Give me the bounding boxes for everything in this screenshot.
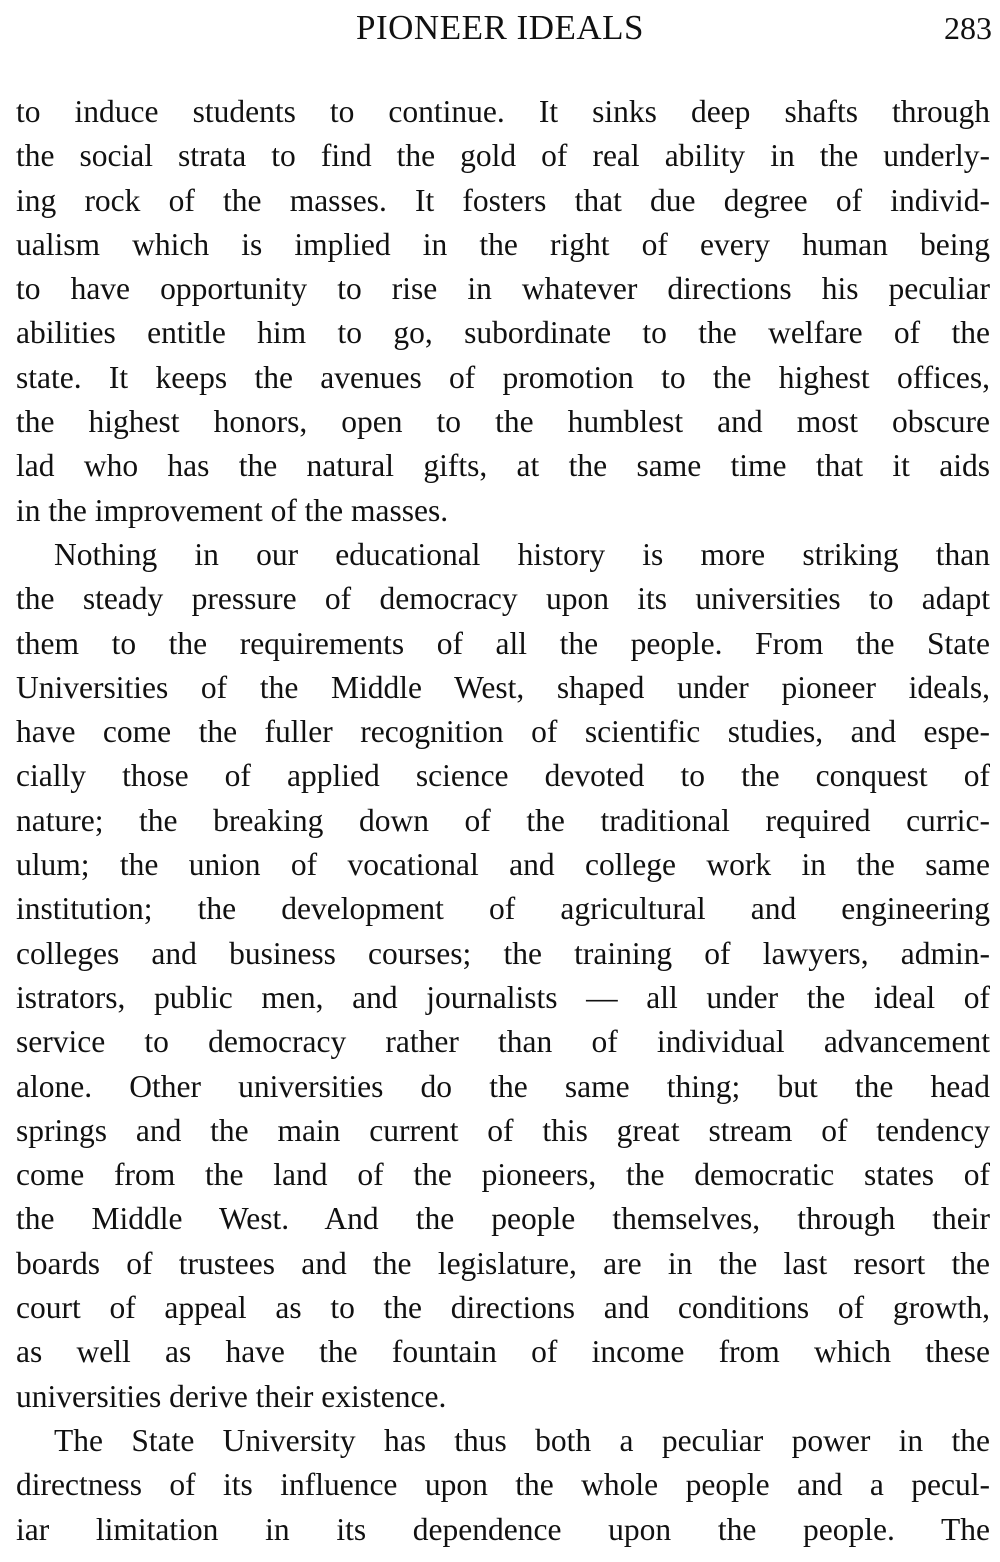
text-line: the steady pressure of democracy upon its universities to adapt	[16, 581, 990, 617]
body-text	[16, 90, 990, 1552]
text-line: the Middle West. And the people themselves, through their	[16, 1201, 990, 1237]
text-line: abilities entitle him to go, subordinate to the welfare of the	[16, 315, 990, 351]
text-line: them to the requirements of all the people. From the State	[16, 625, 990, 661]
text-line: directness of its influence upon the whole people and a pecul-	[16, 1467, 990, 1503]
text-line: ing rock of the masses. It fosters that due degree of individ-	[16, 182, 990, 218]
text-line: nature; the breaking down of the traditional required curric-	[16, 802, 990, 838]
text-line: state. It keeps the avenues of promotion to the highest offices,	[16, 359, 990, 395]
text-line: cially those of applied science devoted to the conquest of	[16, 758, 990, 794]
text-line: in the improvement of the masses.	[16, 492, 449, 528]
text-line: institution; the development of agricultural and engineering	[16, 891, 990, 927]
text-line: boards of trustees and the legislature, are in the last resort the	[16, 1245, 990, 1281]
text-line: universities derive their existence.	[16, 1378, 447, 1414]
text-line: to have opportunity to rise in whatever directions his peculiar	[16, 271, 990, 307]
text-line: service to democracy rather than of individual advancement	[16, 1024, 990, 1060]
running-head	[0, 6, 1000, 56]
text-line: alone. Other universities do the same thing; but the head	[16, 1068, 990, 1104]
paragraph-2	[16, 533, 990, 1419]
text-line: to induce students to continue. It sinks deep shafts through	[16, 94, 990, 129]
text-line: The State University has thus both a peculiar power in the	[54, 1422, 990, 1458]
page-number: 283	[944, 10, 992, 46]
text-line: ualism which is implied in the right of every human being	[16, 226, 990, 262]
text-line: istrators, public men, and journalists — all under the ideal of	[16, 979, 990, 1015]
text-line: the highest honors, open to the humblest and most obscure	[16, 404, 990, 440]
text-line: springs and the main current of this great stream of tendency	[16, 1112, 990, 1148]
paragraph-3	[16, 1419, 990, 1552]
text-line: Universities of the Middle West, shaped under pioneer ideals,	[16, 669, 990, 705]
text-line: the social strata to find the gold of real ability in the underly-	[16, 138, 990, 174]
paragraph-1	[16, 90, 990, 533]
text-line: colleges and business courses; the training of lawyers, admin-	[16, 935, 990, 971]
running-title: PIONEER IDEALS	[356, 8, 644, 47]
text-line: iar limitation in its dependence upon the people. The	[16, 1511, 990, 1547]
text-line: lad who has the natural gifts, at the same time that it aids	[16, 448, 990, 484]
text-line: as well as have the fountain of income from which these	[16, 1334, 990, 1370]
text-line: have come the fuller recognition of scientific studies, and espe-	[16, 714, 990, 750]
text-line: ulum; the union of vocational and college work in the same	[16, 847, 990, 883]
text-line: Nothing in our educational history is more striking than	[54, 536, 990, 572]
text-line: court of appeal as to the directions and conditions of growth,	[16, 1290, 990, 1326]
text-line: come from the land of the pioneers, the democratic states of	[16, 1157, 990, 1193]
